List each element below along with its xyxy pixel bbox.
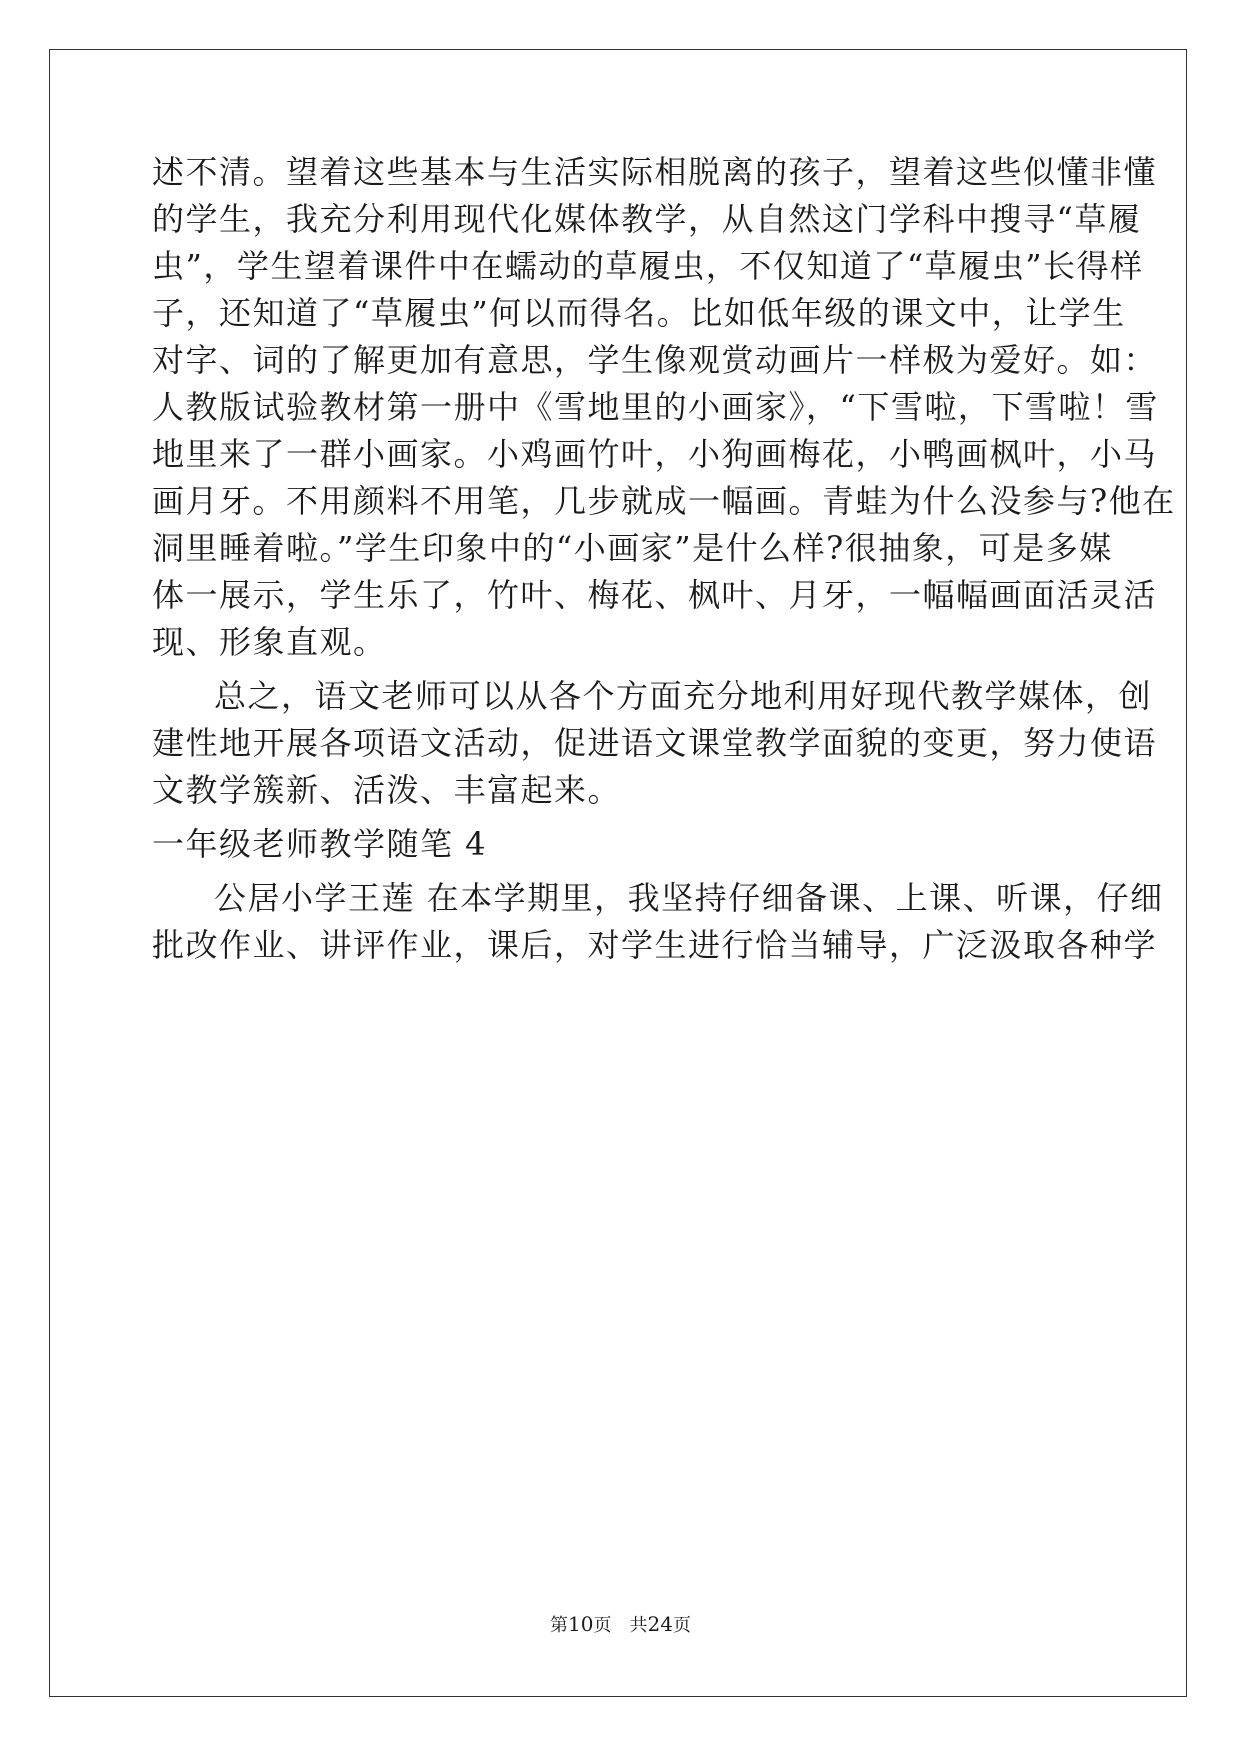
footer-suffix: 页 bbox=[672, 1615, 691, 1636]
page-footer bbox=[0, 1612, 1241, 1638]
text-line: 画月牙。不用颜料不用笔，几步就成一幅画。青蛙为什么没参与?他在 bbox=[152, 482, 1176, 520]
text-line: 述不清。望着这些基本与生活实际相脱离的孩子，望着这些似懂非懂 bbox=[152, 153, 1158, 191]
text-line: 子，还知道了“草履虫”何以而得名。比如低年级的课文中，让学生 bbox=[152, 294, 1126, 332]
text-line: 人教版试验教材第一册中《雪地里的小画家》，“下雪啦，下雪啦！雪 bbox=[152, 388, 1159, 426]
text-line: 批改作业、讲评作业，课后，对学生进行恰当辅导，广泛汲取各种学 bbox=[152, 926, 1158, 964]
total-pages: 24 bbox=[647, 1612, 673, 1636]
text-line: 洞里睡着啦。”学生印象中的“小画家”是什么样?很抽象，可是多媒 bbox=[152, 529, 1113, 567]
text-line: 的学生，我充分利用现代化媒体教学，从自然这门学科中搜寻“草履 bbox=[152, 200, 1142, 238]
text-line: 现、形象直观。 bbox=[152, 623, 387, 661]
text-line: 虫”，学生望着课件中在蠕动的草履虫，不仅知道了“草履虫”长得样 bbox=[152, 247, 1144, 285]
page-number: 10 bbox=[568, 1612, 594, 1636]
footer-middle: 页 共 bbox=[593, 1615, 648, 1636]
paragraph-start: 公居小学王莲 在本学期里，我坚持仔细备课、上课、听课，仔细 bbox=[214, 879, 1164, 917]
text-line: 文教学簇新、活泼、丰富起来。 bbox=[152, 771, 622, 809]
text-line: 建性地开展各项语文活动，促进语文课堂教学面貌的变更，努力使语 bbox=[152, 724, 1158, 762]
footer-prefix: 第 bbox=[550, 1615, 569, 1636]
text-line: 地里来了一群小画家。小鸡画竹叶，小狗画梅花，小鸭画枫叶，小马 bbox=[152, 435, 1158, 473]
text-line: 体一展示，学生乐了，竹叶、梅花、枫叶、月牙，一幅幅画面活灵活 bbox=[152, 576, 1158, 614]
text-line: 对字、词的了解更加有意思，学生像观赏动画片一样极为爱好。如： bbox=[152, 341, 1158, 379]
section-heading: 一年级老师教学随笔 4 bbox=[152, 825, 488, 863]
paragraph-start: 总之，语文老师可以从各个方面充分地利用好现代教学媒体，创 bbox=[214, 677, 1153, 715]
